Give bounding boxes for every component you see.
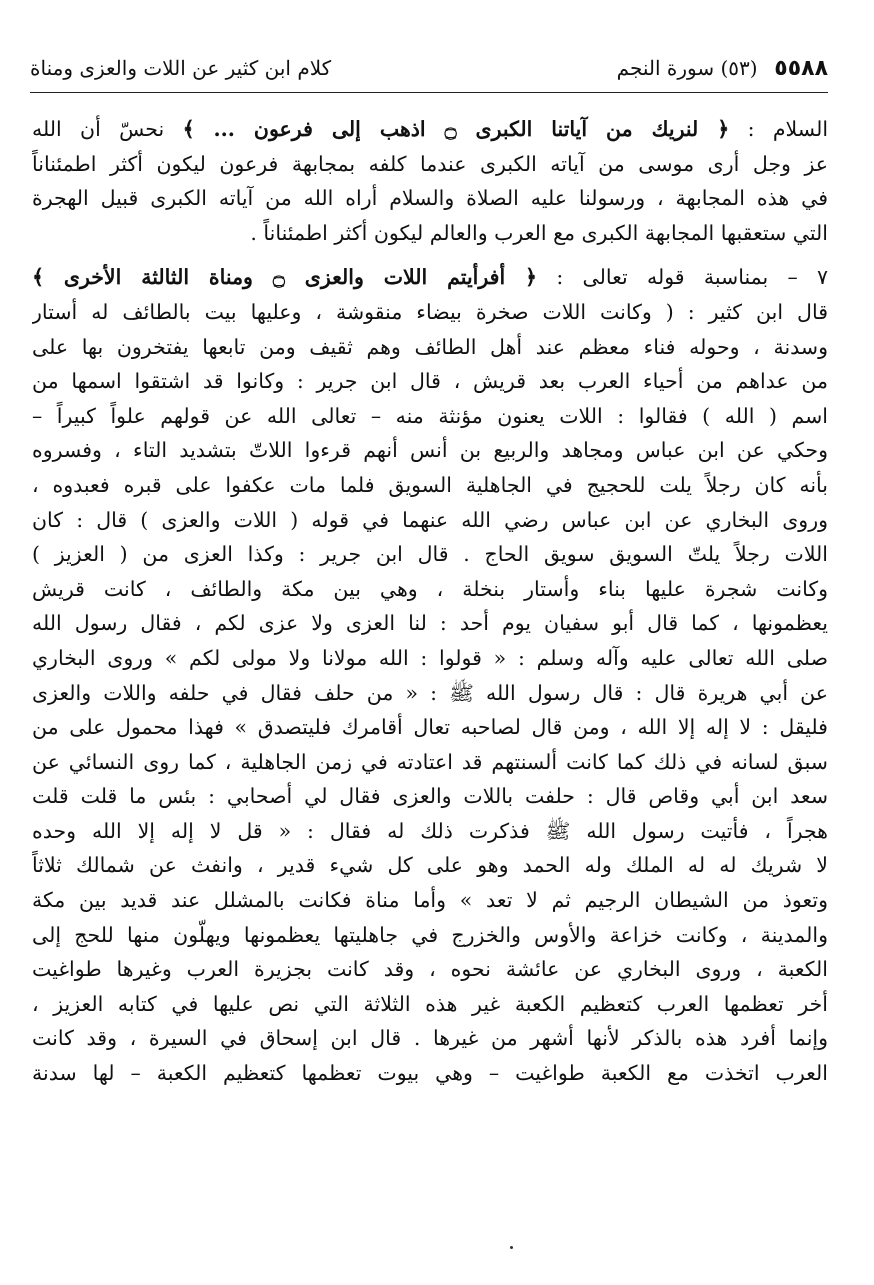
text-line (32, 883, 828, 918)
text-segment: قال ابن كثير : ( وكانت اللات صخرة بيضاء منقوشة ، وعليها بيت بالطائف له أستار (32, 299, 828, 324)
quran-verse: ﴿ لنريك من آياتنا الكبرى ۝ اذهب إلى فرعون ... ﴾ (182, 117, 730, 141)
text-line (32, 216, 828, 251)
text-line (32, 572, 828, 607)
text-line (32, 606, 828, 641)
text-segment: وإنما أفرد هذه بالذكر لأنها أشهر من غيرها . قال ابن إسحاق في السيرة ، وقد كانت (32, 1026, 828, 1051)
text-segment: وتعوذ من الشيطان الرجيم ثم لا تعد » وأما مناة فكانت بالمشلل عند قديد بين مكة (32, 888, 828, 913)
text-segment: اللات رجلاً يلتّ السويق سويق الحاج . قال ابن جرير : وكذا العزى من ( العزيز ) (32, 542, 828, 567)
text-segment: وحكي عن ابن عباس ومجاهد والربيع بن أنس أنهم قرءوا اللاتّ بتشديد التاء ، وفسروه (32, 438, 828, 463)
text-line (32, 745, 828, 780)
text-line (32, 503, 828, 538)
text-line (32, 364, 828, 399)
text-segment: من عداهم من أحياء العرب بعد قريش ، قال ابن جرير : وكانوا قد اشتقوا اسمها من (32, 369, 828, 394)
text-segment: وروى البخاري عن ابن عباس رضي الله عنهما في قوله ( اللات والعزى ) قال : كان (32, 507, 828, 532)
text-line (32, 814, 828, 849)
text-line (32, 147, 828, 182)
text-segment: اسم ( الله ) فقالوا : اللات يعنون مؤنثة منه – تعالى الله عن قولهم علواً كبيراً – (32, 403, 828, 428)
text-segment: وسدنة ، وحوله فناء معظم عند أهل الطائف وهم ثقيف ومن تابعها يفتخرون بها على (32, 334, 828, 359)
quran-verse: ﴿ أفرأيتم اللات والعزى ۝ ومناة الثالثة الأخرى ﴾ (32, 265, 538, 290)
text-line (32, 330, 828, 365)
text-segment: عن أبي هريرة قال : قال رسول الله ﷺ : « من حلف فقال في حلفه واللات والعزى (32, 680, 828, 705)
text-segment: ٧ – بمناسبة قوله تعالى : (537, 265, 828, 290)
text-segment: والمدينة ، وكانت خزاعة والأوس والخزرج في جاهليتها يعظمونها ويهلّون منها للحج إلى (32, 922, 828, 947)
text-segment: وكانت شجرة عليها بناء وأستار بنخلة ، وهي بين مكة والطائف ، كانت قريش (32, 576, 828, 601)
text-segment: التي ستعقبها المجابهة الكبرى مع العرب والعالم ليكون أكثر اطمئناناً . (250, 220, 828, 245)
text-line (32, 676, 828, 711)
text-segment: سعد ابن أبي وقاص قال : حلفت باللات والعزى فقال لي أصحابي : بئس ما قلت قلت (32, 784, 828, 809)
text-segment: يعظمونها ، كما قال أبو سفيان يوم أحد : لنا العزى ولا عزى لكم ، فقال رسول الله (32, 611, 828, 636)
text-line (32, 710, 828, 745)
text-segment: العرب اتخذت مع الكعبة طواغيت – وهي بيوت تعظمها كتعظيم الكعبة – لها سدنة (32, 1061, 828, 1086)
text-line (32, 295, 828, 330)
paragraph-moses-signs (32, 112, 828, 250)
surah-reference: (٥٣) سورة النجم (616, 56, 758, 80)
page-dot-mark (510, 1246, 513, 1249)
text-segment: لا شريك له له الملك وله الحمد وهو على كل شيء قدير ، وانفث عن شمالك ثلاثاً (32, 853, 828, 878)
text-segment: عز وجل أرى موسى من آياته الكبرى عندما كلفه بمجابهة فرعون ليكون أكثر اطمئناناً (32, 151, 828, 176)
text-segment: بأنه كان رجلاً يلت للحجيج في الجاهلية السويق فلما مات عكفوا على قبره فعبدوه ، (32, 472, 828, 497)
text-line (32, 537, 828, 572)
header-page-info (617, 56, 828, 81)
text-line (32, 260, 828, 295)
text-line (32, 987, 828, 1022)
running-title: كلام ابن كثير عن اللات والعزى ومناة (30, 56, 332, 80)
paragraph-lat-uzza-manat (32, 260, 828, 1090)
page-header (30, 56, 828, 90)
text-line (32, 641, 828, 676)
main-text (32, 112, 828, 1091)
text-line (32, 112, 828, 147)
text-segment: الكعبة ، وروى البخاري عن عائشة نحوه ، وقد كانت بجزيرة العرب وغيرها طواغيت (32, 957, 828, 982)
text-segment: في هذه المجابهة ، ورسولنا عليه الصلاة والسلام أراه الله من آياته الكبرى قبيل الهجرة (32, 186, 828, 211)
text-line (32, 181, 828, 216)
text-line (32, 952, 828, 987)
header-divider (30, 92, 828, 93)
text-line (32, 779, 828, 814)
text-segment: سبق لسانه في ذلك كما كانت ألسنتهم قد اعتادته في زمن الجاهلية ، كما روى النسائي عن (32, 749, 828, 774)
text-line (32, 1021, 828, 1056)
text-segment: فليقل : لا إله إلا الله ، ومن قال لصاحبه تعال أقامرك فليتصدق » فهذا محمول على من (32, 715, 828, 740)
text-segment: نحسّ أن الله (32, 117, 183, 141)
text-segment: هجراً ، فأتيت رسول الله ﷺ فذكرت ذلك له فقال : « قل لا إله إلا الله وحده (32, 818, 828, 843)
text-line (32, 848, 828, 883)
paragraph-gap (32, 250, 828, 260)
text-segment: صلى الله تعالى عليه وآله وسلم : « قولوا : الله مولانا ولا مولى لكم » وروى البخاري (32, 645, 828, 670)
text-line (32, 1056, 828, 1091)
text-segment: السلام : (729, 117, 828, 141)
text-line (32, 918, 828, 953)
text-line (32, 433, 828, 468)
text-segment: أخر تعظمها العرب كتعظيم الكعبة غير هذه الثلاثة التي نص عليها في كتابه العزيز ، (32, 991, 828, 1016)
page-number: ٥٥٨٨ (774, 56, 828, 81)
text-line (32, 468, 828, 503)
text-line (32, 399, 828, 434)
